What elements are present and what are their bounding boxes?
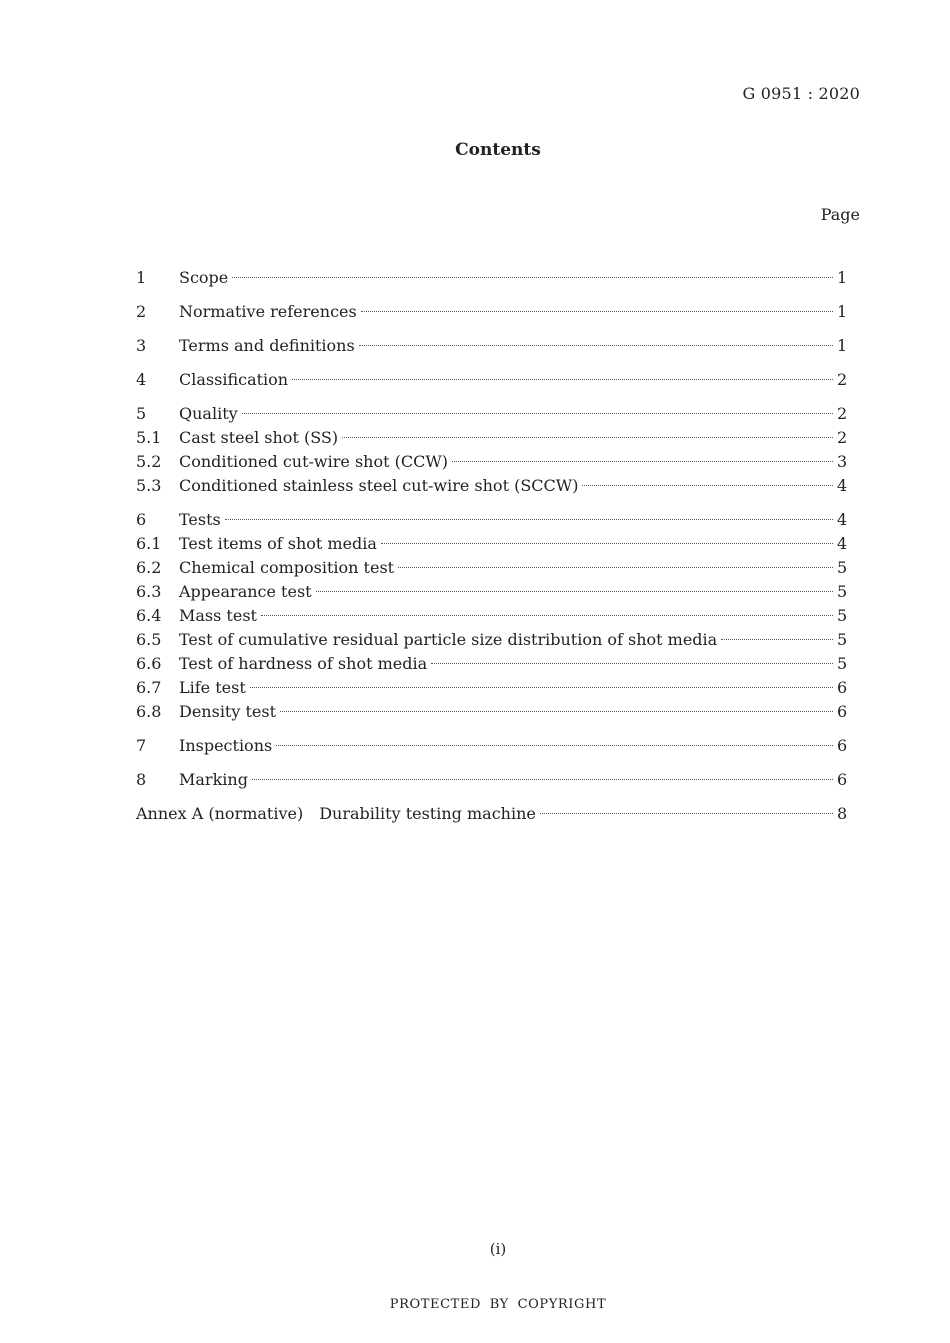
dot-leader <box>232 277 833 278</box>
toc-entry-title: Durability testing machine <box>319 804 536 823</box>
dot-leader <box>431 663 833 664</box>
toc-entry-page: 5 <box>837 654 848 673</box>
toc-entry-title: Quality <box>179 404 238 423</box>
dot-leader <box>242 413 833 414</box>
annex-label: Annex A (normative) <box>136 804 304 823</box>
toc-entry-title: Terms and definitions <box>179 336 355 355</box>
toc-entry-title: Chemical composition test <box>179 558 395 577</box>
toc-entry-page: 1 <box>837 336 848 355</box>
toc-entry-normative-references[interactable] <box>136 300 847 324</box>
toc-entry-page: 8 <box>837 804 848 823</box>
toc-entry-number: 5.1 <box>136 428 162 447</box>
toc-entry-page: 6 <box>837 770 848 789</box>
toc-entry-page: 5 <box>837 630 848 649</box>
toc-entry-number: 2 <box>136 302 147 321</box>
toc-entry-mass-test[interactable] <box>136 604 847 628</box>
toc-entry-number: 6.6 <box>136 654 162 673</box>
toc-entry-number: 6.2 <box>136 558 162 577</box>
toc-entry-title: Cast steel shot (SS) <box>179 428 339 447</box>
toc-entry-title: Classification <box>179 370 289 389</box>
toc-entry-classification[interactable] <box>136 368 847 392</box>
toc-entry-number: 6.3 <box>136 582 162 601</box>
toc-group <box>136 266 847 290</box>
toc-group <box>136 368 847 392</box>
toc-entry-number: 6.4 <box>136 606 162 625</box>
toc-entry-particle-size-distribution-test[interactable] <box>136 628 847 652</box>
toc-entry-appearance-test[interactable] <box>136 580 847 604</box>
toc-entry-number: 5.3 <box>136 476 162 495</box>
dot-leader <box>361 311 833 312</box>
toc-entry-number: 6 <box>136 510 147 529</box>
dot-leader <box>225 519 833 520</box>
toc-entry-title: Marking <box>179 770 248 789</box>
toc-group <box>136 334 847 358</box>
toc-entry-number: 6.7 <box>136 678 162 697</box>
toc-group <box>136 508 847 724</box>
page-column-label: Page <box>820 205 860 224</box>
dot-leader <box>292 379 833 380</box>
dot-leader <box>381 543 833 544</box>
toc-entry-title: Conditioned stainless steel cut-wire shot (SCCW) <box>179 476 579 495</box>
toc-entry-terms-and-definitions[interactable] <box>136 334 847 358</box>
dot-leader <box>359 345 833 346</box>
toc-entry-conditioned-cut-wire-shot[interactable] <box>136 450 847 474</box>
dot-leader <box>276 745 833 746</box>
dot-leader <box>540 813 833 814</box>
toc-entry-number: 6.8 <box>136 702 162 721</box>
toc-entry-quality[interactable] <box>136 402 847 426</box>
toc-entry-marking[interactable] <box>136 768 847 792</box>
toc-group <box>136 300 847 324</box>
toc-entry-title: Mass test <box>179 606 257 625</box>
toc-entry-page: 5 <box>837 582 848 601</box>
dot-leader <box>252 779 833 780</box>
toc-entry-number: 8 <box>136 770 147 789</box>
toc-entry-title: Normative references <box>179 302 357 321</box>
copyright-notice: PROTECTED BY COPYRIGHT <box>389 1297 607 1312</box>
toc-entry-page: 4 <box>837 476 848 495</box>
toc-entry-number: 1 <box>136 268 147 287</box>
toc-entry-number: 6.5 <box>136 630 162 649</box>
page-number: (i) <box>489 1240 507 1258</box>
toc-group <box>136 402 847 498</box>
toc-entry-test-items[interactable] <box>136 532 847 556</box>
dot-leader <box>316 591 833 592</box>
toc-entry-title: Test of cumulative residual particle size distribution of shot media <box>179 630 718 649</box>
toc-entry-tests[interactable] <box>136 508 847 532</box>
toc-entry-page: 2 <box>837 404 848 423</box>
toc-entry-page: 4 <box>837 534 848 553</box>
toc-entry-page: 5 <box>837 558 848 577</box>
toc-entry-conditioned-stainless-cut-wire-shot[interactable] <box>136 474 847 498</box>
toc-entry-page: 6 <box>837 702 848 721</box>
toc-entry-life-test[interactable] <box>136 676 847 700</box>
toc-entry-number: 7 <box>136 736 147 755</box>
dot-leader <box>342 437 833 438</box>
toc-entry-inspections[interactable] <box>136 734 847 758</box>
dot-leader <box>250 687 833 688</box>
toc-entry-page: 3 <box>837 452 848 471</box>
toc-entry-page: 5 <box>837 606 848 625</box>
toc-group <box>136 768 847 792</box>
toc-entry-number: 5 <box>136 404 147 423</box>
dot-leader <box>398 567 833 568</box>
dot-leader <box>582 485 833 486</box>
toc-entry-title: Test items of shot media <box>179 534 377 553</box>
page-title: Contents <box>455 140 541 160</box>
toc-entry-title: Tests <box>179 510 221 529</box>
toc-entry-page: 6 <box>837 678 848 697</box>
toc-entry-scope[interactable] <box>136 266 847 290</box>
toc-entry-title: Inspections <box>179 736 273 755</box>
toc-entry-title: Test of hardness of shot media <box>179 654 428 673</box>
toc-entry-title: Life test <box>179 678 246 697</box>
toc-entry-chemical-composition-test[interactable] <box>136 556 847 580</box>
toc-entry-page: 1 <box>837 302 848 321</box>
toc-group-annex <box>136 802 847 826</box>
dot-leader <box>452 461 833 462</box>
toc-entry-page: 4 <box>837 510 848 529</box>
dot-leader <box>280 711 833 712</box>
toc-entry-annex-a[interactable] <box>136 802 847 826</box>
toc-entry-density-test[interactable] <box>136 700 847 724</box>
toc-entry-title: Scope <box>179 268 229 287</box>
dot-leader <box>721 639 833 640</box>
toc-entry-page: 1 <box>837 268 848 287</box>
toc-entry-number: 3 <box>136 336 147 355</box>
toc-entry-number: 5.2 <box>136 452 162 471</box>
toc-group <box>136 734 847 758</box>
toc-entry-page: 2 <box>837 370 848 389</box>
toc-entry-cast-steel-shot[interactable] <box>136 426 847 450</box>
toc-entry-number: 6.1 <box>136 534 162 553</box>
toc-entry-page: 6 <box>837 736 848 755</box>
toc-entry-title: Conditioned cut-wire shot (CCW) <box>179 452 449 471</box>
dot-leader <box>261 615 833 616</box>
toc-entry-page: 2 <box>837 428 848 447</box>
document-number: G 0951 : 2020 <box>742 84 860 103</box>
toc-entry-title: Density test <box>179 702 277 721</box>
toc-entry-hardness-test[interactable] <box>136 652 847 676</box>
toc-entry-title: Appearance test <box>179 582 312 601</box>
toc-entry-number: 4 <box>136 370 147 389</box>
table-of-contents <box>136 266 847 836</box>
